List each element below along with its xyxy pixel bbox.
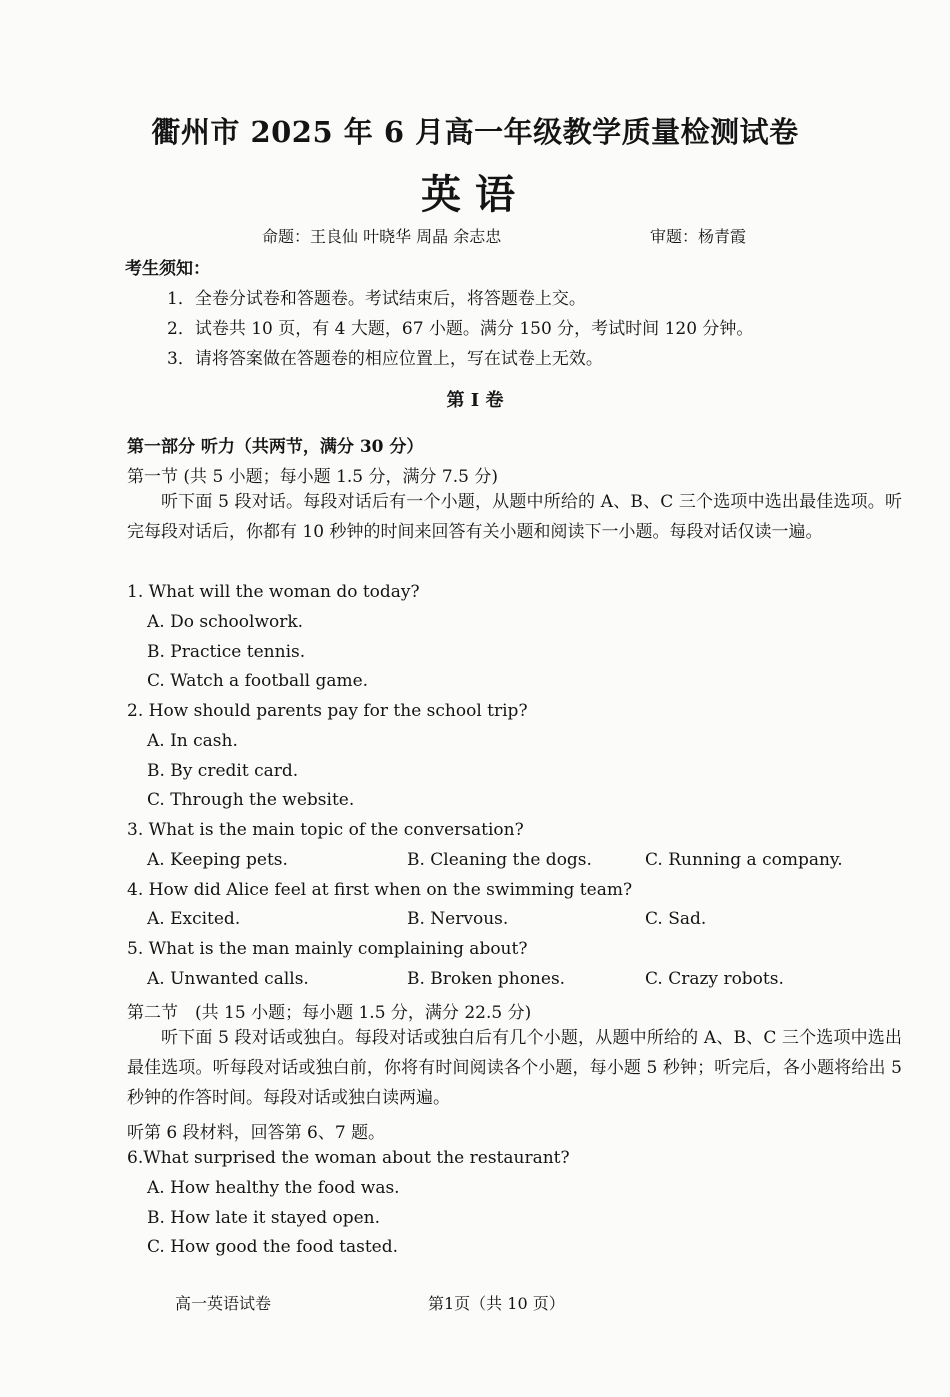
- answer-option: A. How healthy the food was.: [147, 1178, 400, 1198]
- reviewer-line: 审题：杨青霞: [650, 227, 747, 246]
- notice-item: 2．试卷共 10 页，有 4 大题，67 小题。满分 150 分，考试时间 120 分钟。: [167, 319, 754, 339]
- section2-instructions: 听下面 5 段对话或独白。每段对话或独白后有几个小题，从题中所给的 A、B、C 三个选项中选出最佳选项。听每段对话或独白前，你将有时间阅读各个小题，每小题 5 秒钟；听完后，各小题将给出 5 秒钟的作答时间。每段对话或独白读两遍。: [127, 1028, 902, 1108]
- question-text: 3. What is the main topic of the conversation?: [127, 820, 524, 840]
- answer-option: A. Excited.: [147, 909, 241, 929]
- section1-instructions: 听下面 5 段对话。每段对话后有一个小题，从题中所给的 A、B、C 三个选项中选出最佳选项。听完每段对话后，你都有 10 秒钟的时间来回答有关小题和阅读下一小题。每段对话仅读一遍。: [127, 492, 902, 542]
- footer-subject: 高一英语试卷: [175, 1294, 272, 1313]
- answer-option: A. Unwanted calls.: [147, 969, 309, 989]
- answer-option: B. Broken phones.: [407, 969, 566, 989]
- answer-option: B. By credit card.: [147, 761, 299, 781]
- answer-option: B. How late it stayed open.: [147, 1208, 381, 1228]
- volume-heading: 第 I 卷: [446, 390, 504, 411]
- notice-item: 3．请将答案做在答题卷的相应位置上，写在试卷上无效。: [167, 349, 603, 369]
- exam-title: 衢州市 2025 年 6 月高一年级教学质量检测试卷: [151, 115, 799, 149]
- question-text: 5. What is the man mainly complaining about?: [127, 939, 528, 959]
- answer-option: B. Cleaning the dogs.: [407, 850, 592, 870]
- subject-title: 英语: [421, 171, 529, 218]
- question-text: 6.What surprised the woman about the restaurant?: [127, 1148, 570, 1168]
- answer-option: C. Crazy robots.: [645, 969, 784, 989]
- answer-option: A. Do schoolwork.: [147, 612, 304, 632]
- question-text: 1. What will the woman do today?: [127, 582, 420, 602]
- question-text: 4. How did Alice feel at first when on the swimming team?: [127, 880, 633, 900]
- answer-option: C. Running a company.: [645, 850, 843, 870]
- answer-option: C. How good the food tasted.: [147, 1237, 399, 1257]
- notice-item: 1．全卷分试卷和答题卷。考试结束后，将答题卷上交。: [167, 289, 586, 309]
- answer-option: A. Keeping pets.: [147, 850, 288, 870]
- part1-heading: 第一部分 听力（共两节，满分 30 分）: [127, 437, 424, 457]
- material-note: 听第 6 段材料，回答第 6、7 题。: [127, 1123, 386, 1143]
- answer-option: A. In cash.: [147, 731, 238, 751]
- notice-heading: 考生须知：: [125, 259, 210, 279]
- answer-option: B. Nervous.: [407, 909, 509, 929]
- question-text: 2. How should parents pay for the school trip?: [127, 701, 528, 721]
- section2-heading: 第二节 (共 15 小题；每小题 1.5 分，满分 22.5 分): [127, 1003, 532, 1023]
- authors-line: 命题：王良仙 叶晓华 周晶 余志忠: [262, 227, 502, 246]
- answer-option: C. Through the website.: [147, 790, 355, 810]
- answer-option: C. Watch a football game.: [147, 671, 369, 691]
- section1-heading: 第一节 (共 5 小题；每小题 1.5 分，满分 7.5 分): [127, 467, 498, 487]
- answer-option: C. Sad.: [645, 909, 707, 929]
- answer-option: B. Practice tennis.: [147, 642, 306, 662]
- footer-page-number: 第1页（共 10 页）: [428, 1294, 565, 1313]
